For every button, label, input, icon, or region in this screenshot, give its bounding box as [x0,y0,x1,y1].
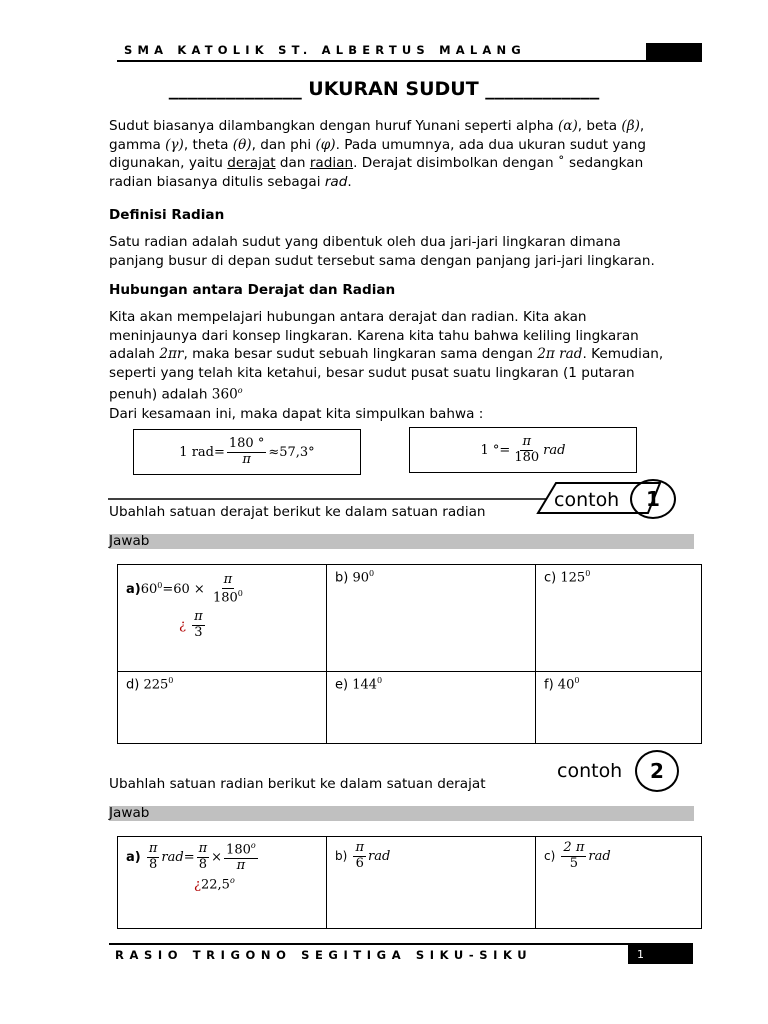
contoh-1-instruction: Ubahlah satuan derajat berikut ke dalam satuan radian [109,504,486,520]
cell-1d: d) $225^0$ [118,672,327,744]
cell-1a: $a)60^0=60$ × $\frac{\pi}{180^0}$ ¿ $\frac{\pi}{3}$ [118,565,327,672]
footer-rule [109,943,693,945]
cell-2b: b) $\frac{\pi}{6}$ rad [327,837,536,929]
cell-1b: b) $90^0$ [327,565,536,672]
header-black-block [646,43,702,60]
derajat-term: derajat [227,155,276,172]
cell-1f: f) $40^0$ [536,672,702,744]
cell-1e: e) $144^0$ [327,672,536,744]
contoh-1-grid [117,564,702,744]
contoh-2-number: 2 [635,750,679,792]
contoh-2-grid [117,836,702,929]
contoh-2-jawab: Jawab [109,806,694,821]
footer-title: RASIO TRIGONO SEGITIGA SIKU-SIKU [115,948,533,962]
definisi-paragraph: Satu radian adalah sudut yang dibentuk oleh dua jari-jari lingkaran dimana panjang busur di depan sudut tersebut sama dengan panjang jari-jari lingkaran. [109,234,655,269]
cell-1c: c) $125^0$ [536,565,702,672]
hubungan-paragraph: Kita akan mempelajari hubungan antara derajat dan radian. Kita akan meninjaunya dari konsep lingkaran. Karena kita tahu bahwa keliling lingkaran adalah 2πr, maka besar sudut sebuah lingkaran sama dengan 2π rad. Kemudian, seperti yang telah kita ketahui, besar sudut pusat suatu lingkaran (1 putaran penuh) adalah 360$^o$ Dari kesamaan ini, maka dapat kita simpulkan bahwa : [109,309,664,422]
formula-degree-to-radian: 1 °= $\frac{\pi}{180}$ rad [409,427,637,473]
contoh-2-instruction: Ubahlah satuan radian berikut ke dalam satuan derajat [109,776,486,792]
header-rule [117,60,702,62]
definisi-heading: Definisi Radian [109,207,225,223]
contoh-1-jawab: Jawab [109,534,694,549]
intro-paragraph: Sudut biasanya dilambangkan dengan huruf Yunani seperti alpha (α), beta (β), gamma (γ), theta (θ), dan phi (φ). Pada umumnya, ada dua ukuran sudut yang digunakan, yaitu derajat dan radian. Derajat disimbolkan dengan ˚ sedangkan radian biasanya ditulis sebagai rad. [109,118,647,190]
radian-term: radian [309,155,354,172]
contoh-1-label: contoh [554,489,620,511]
cell-2c: c) $\frac{2 \pi}{5}$ rad [536,837,702,929]
cell-2a: a) $\frac{\pi}{8}$ rad= $\frac{\pi}{8}$ × $\frac{180^o}{\pi}$ ¿22,5$^o$ [118,837,327,929]
contoh-1-number: 1 [630,479,676,519]
contoh-2-label: contoh [557,760,623,782]
hubungan-heading: Hubungan antara Derajat dan Radian [109,282,396,298]
school-header: SMA KATOLIK ST. ALBERTUS MALANG [124,43,526,57]
page-number: 1 [628,945,693,964]
formula-radian-to-degree: 1 rad= $\frac{180 ^\circ}{\pi}$ ≈57,3° [133,429,361,475]
page-title: ______________ UKURAN SUDUT ____________ [168,78,600,100]
